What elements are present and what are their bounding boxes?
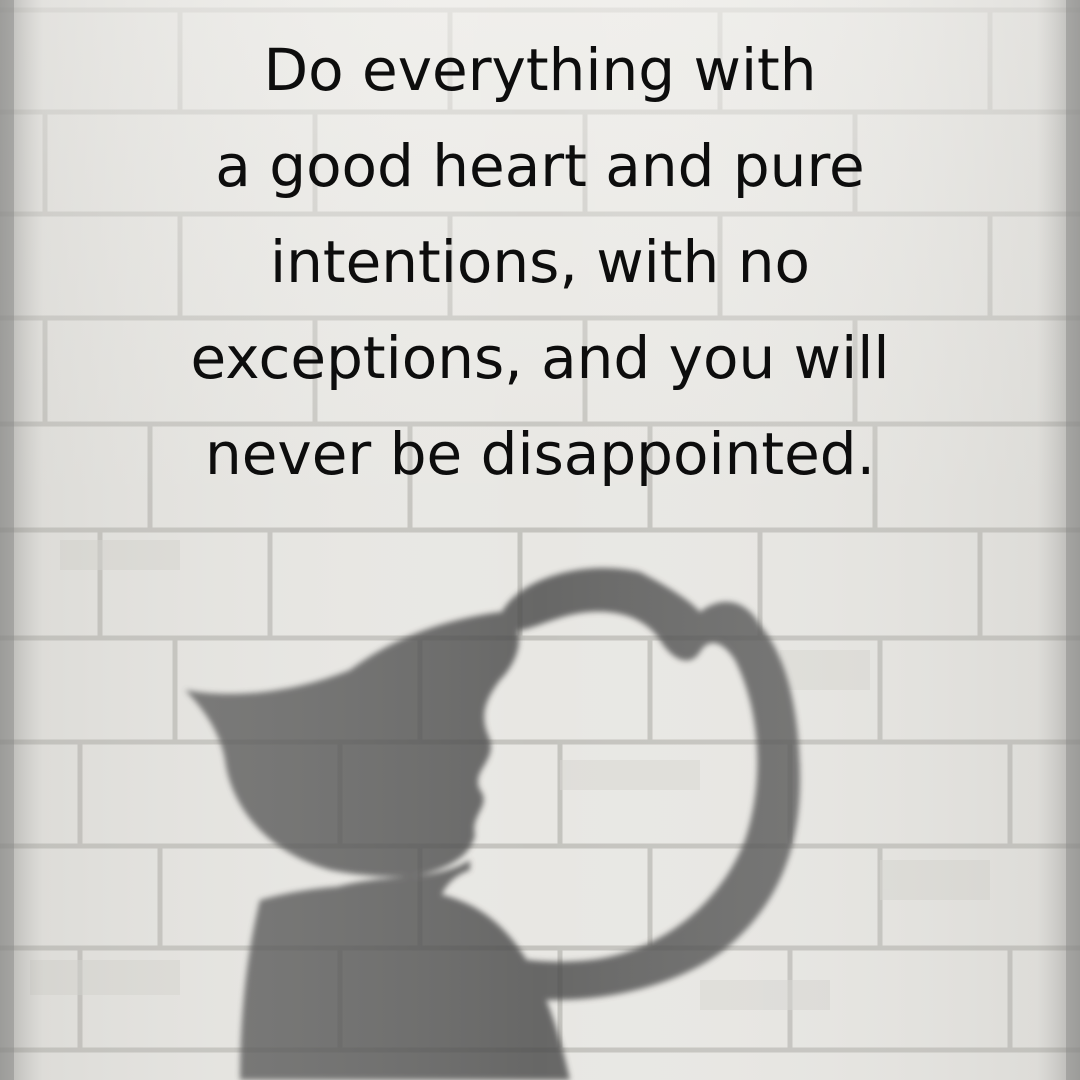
left-side-bar — [0, 0, 14, 1080]
right-side-bar — [1066, 0, 1080, 1080]
quote-line-5: never be disappointed. — [204, 420, 876, 488]
quote-line-4: exceptions, and you will — [190, 324, 890, 392]
quote-line-3: intentions, with no — [270, 228, 810, 296]
quote-line-2: a good heart and pure — [215, 132, 865, 200]
quote-text — [40, 22, 1040, 502]
quote-line-1: Do everything with — [263, 36, 817, 104]
